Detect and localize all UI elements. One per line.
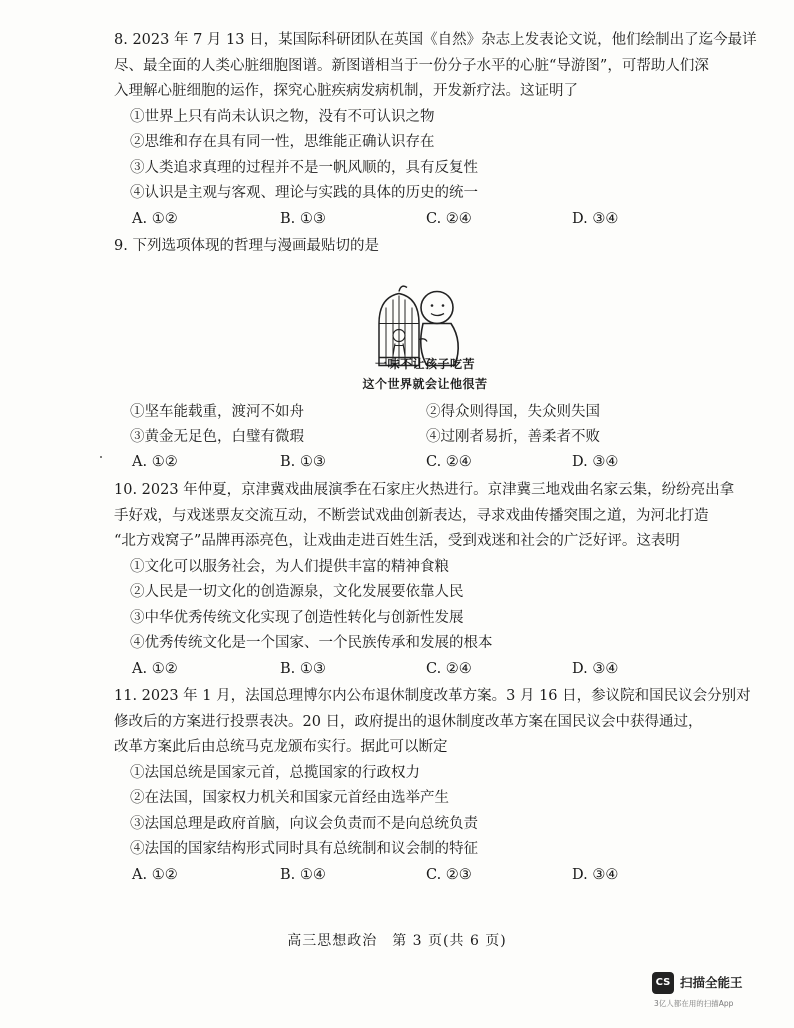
option-1: ①坚车能载重，渡河不如舟 [130, 404, 304, 420]
answer-choices [118, 450, 698, 475]
option-4: ④过刚者易折，善柔者不败 [426, 429, 600, 445]
question-9-stem: 9. 下列选项体现的哲理与漫画最贴切的是 [114, 238, 379, 254]
choice-d: D. ③④ [572, 660, 619, 677]
option-3: ③黄金无足色，白璧有微瑕 [130, 429, 304, 445]
choice-c: C. ②③ [426, 866, 472, 883]
answer-choices [118, 863, 698, 888]
option-1: ①世界上只有尚未认识之物，没有不可认识之物 [130, 108, 435, 125]
page-footer: 高三思想政治 第 3 页(共 6 页) [287, 933, 507, 949]
choice-c: C. ②④ [426, 454, 472, 470]
question-11-stem [114, 684, 751, 761]
option-2: ②人民是一切文化的创造源泉，文化发展要依靠人民 [130, 584, 464, 600]
option-3: ③人类追求真理的过程并不是一帆风顺的，具有反复性 [130, 159, 478, 176]
question-10 [114, 478, 735, 682]
question-9 [114, 234, 698, 260]
choice-c: C. ②④ [426, 660, 472, 677]
stem-line: 入理解心脏细胞的运作，探究心脏疾病发病机制，开发新疗法。这证明了 [114, 83, 578, 99]
watermark-tagline: 3亿人都在用的扫描App [654, 999, 734, 1008]
answer-choices [118, 657, 698, 682]
option-2: ②在法国，国家权力机关和国家元首经由选举产生 [130, 790, 449, 806]
cartoon-caption [355, 354, 495, 394]
question-11 [114, 684, 751, 888]
stem-line: 修改后的方案进行投票表决。20 日，政府提出的退休制度改革方案在国民议会中获得通过， [114, 713, 703, 730]
option-1: ①文化可以服务社会，为人们提供丰富的精神食粮 [130, 558, 449, 575]
stem-line: “北方戏窝子”品牌再添亮色，让戏曲走进百姓生活，受到戏迷和社会的广泛好评。这表明 [114, 533, 680, 549]
stem-line: 11. 2023 年 1 月，法国总理博尔内公布退休制度改革方案。3 月 16 日，参议院和国民议会分别对 [114, 688, 751, 704]
choice-a: A. ①② [132, 660, 178, 677]
option-row [118, 400, 698, 425]
choice-b: B. ①③ [280, 660, 326, 677]
option-2: ②得众则得国，失众则失国 [426, 404, 600, 420]
stem-line: 改革方案此后由总统马克龙颁布实行。据此可以断定 [114, 739, 448, 755]
choice-b: B. ①③ [280, 210, 326, 227]
choice-b: B. ①④ [280, 866, 326, 883]
choice-d: D. ③④ [572, 210, 619, 227]
stem-line: 尽、最全面的人类心脏细胞图谱。新图谱相当于一份分子水平的心脏“导游图”，可帮助人们深 [114, 57, 709, 74]
question-10-stem [114, 478, 735, 555]
question-9-options [118, 400, 698, 475]
choice-a: A. ①② [132, 454, 178, 470]
choice-a: A. ①② [132, 866, 178, 883]
option-4: ④认识是主观与客观、理论与实践的具体的历史的统一 [130, 185, 478, 201]
question-8-stem [114, 28, 757, 105]
choice-c: C. ②④ [426, 210, 472, 227]
option-row [118, 425, 698, 450]
option-3: ③中华优秀传统文化实现了创造性转化与创新性发展 [130, 609, 464, 626]
choice-a: A. ①② [132, 210, 178, 227]
option-4: ④优秀传统文化是一个国家、一个民族传承和发展的根本 [130, 635, 493, 651]
stem-line: 8. 2023 年 7 月 13 日，某国际科研团队在英国《自然》杂志上发表论文说，他们绘制出了迄今最详 [114, 32, 757, 48]
option-1: ①法国总统是国家元首，总揽国家的行政权力 [130, 764, 420, 781]
stem-line: 手好戏，与戏迷票友交流互动，不断尝试戏曲创新表达，寻求戏曲传播突围之道，为河北打造 [114, 507, 709, 524]
scanner-watermark [652, 968, 772, 1018]
option-4: ④法国的国家结构形式同时具有总统制和议会制的特征 [130, 841, 478, 857]
scan-speck [100, 456, 102, 458]
choice-d: D. ③④ [572, 866, 619, 883]
choice-b: B. ①③ [280, 454, 326, 470]
watermark-app-name: 扫描全能王 [680, 975, 743, 990]
caption-line: 这个世界就会让他很苦 [362, 377, 488, 391]
stem-line: 10. 2023 年仲夏，京津冀戏曲展演季在石家庄火热进行。京津冀三地戏曲名家云集，纷纷亮出拿 [114, 482, 735, 498]
camscanner-logo-icon: CS [652, 972, 674, 994]
choice-d: D. ③④ [572, 454, 619, 470]
answer-choices [118, 207, 698, 232]
question-8 [114, 28, 757, 232]
option-2: ②思维和存在具有同一性，思维能正确认识存在 [130, 134, 435, 150]
caption-line: 一味不让孩子吃苦 [374, 357, 475, 371]
option-3: ③法国总理是政府首脑，向议会负责而不是向总统负责 [130, 815, 478, 832]
